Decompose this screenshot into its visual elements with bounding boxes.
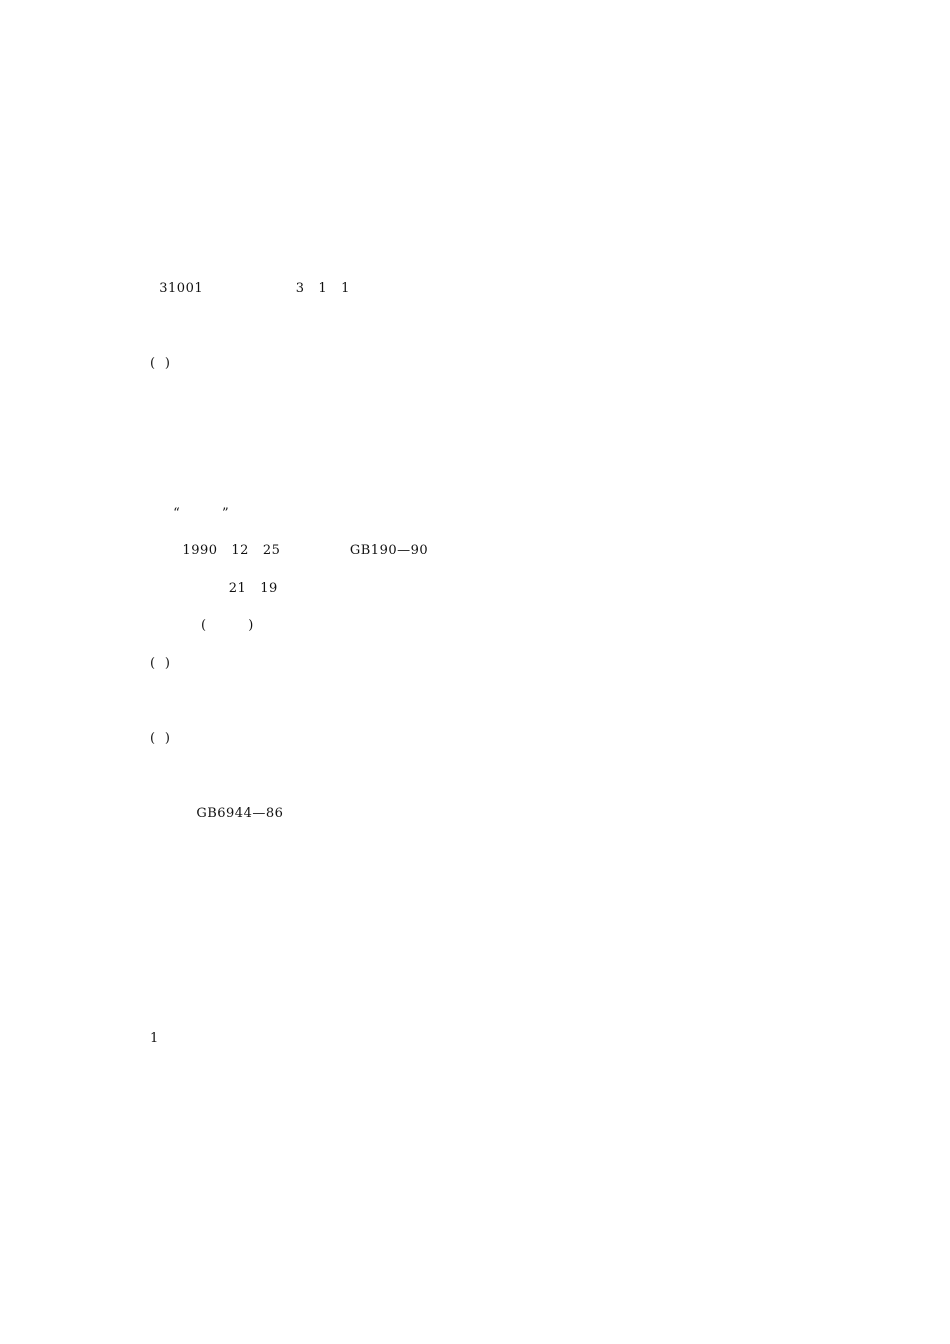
numbered-heading: 1	[150, 1031, 275, 1046]
paragraph-line: GB6944—86	[150, 806, 381, 821]
paragraph-line	[150, 314, 790, 338]
paragraph-line	[150, 1102, 790, 1126]
paragraph-line	[150, 689, 790, 713]
paragraph-line	[150, 989, 790, 1013]
paragraph-line: 21 19	[150, 581, 357, 596]
paragraph-line	[150, 1139, 790, 1163]
paragraph-line	[150, 201, 790, 225]
paragraph-line: 31001 3 1 1	[150, 281, 369, 296]
paragraph-line	[150, 427, 790, 451]
document-title	[258, 127, 498, 151]
paragraph-line	[190, 952, 790, 976]
paragraph-line	[150, 464, 790, 488]
paragraph-line	[150, 764, 790, 788]
paragraph-line	[150, 877, 790, 901]
paragraph-line	[190, 164, 790, 188]
section-heading: ( )	[150, 731, 282, 746]
paragraph-line: 1990 12 25 GB190—90	[150, 543, 429, 558]
paragraph-line	[150, 914, 790, 938]
paragraph-line	[150, 239, 790, 263]
paragraph-line: ( )	[150, 618, 254, 633]
paragraph-line	[150, 1177, 790, 1201]
paragraph-line	[150, 839, 790, 863]
paragraph-line	[150, 1064, 790, 1088]
paragraph-line: “ ”	[150, 506, 230, 521]
section-heading: ( )	[150, 656, 199, 671]
paragraph-line	[150, 389, 790, 413]
section-heading: ( )	[150, 356, 203, 371]
